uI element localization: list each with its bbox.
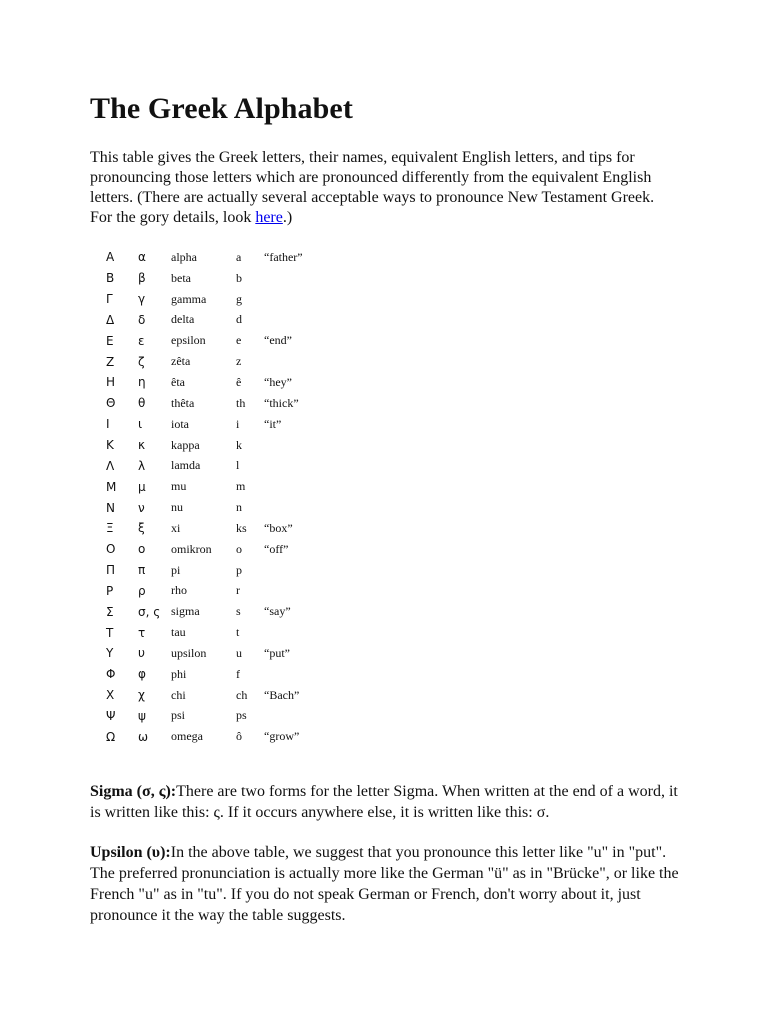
table-row [106, 268, 303, 289]
english-equivalent: m [236, 479, 246, 494]
pronunciation-tip: “thick” [264, 395, 299, 410]
letter-lowercase: ψ [138, 708, 146, 723]
letter-uppercase: Τ [106, 625, 114, 640]
english-equivalent: g [236, 291, 242, 306]
english-equivalent: ps [236, 708, 247, 723]
letter-uppercase: Φ [106, 667, 116, 682]
english-equivalent: ks [236, 520, 247, 535]
english-equivalent: f [236, 666, 240, 681]
table-row [106, 706, 303, 727]
letter-lowercase: χ [138, 688, 145, 703]
letter-lowercase: δ [138, 312, 146, 327]
letter-lowercase: ρ [138, 583, 146, 598]
pronunciation-tip: “box” [264, 520, 293, 535]
english-equivalent: a [236, 249, 242, 264]
english-equivalent: th [236, 395, 246, 410]
pronunciation-tip: “off” [264, 541, 289, 556]
intro-text: This table gives the Greek letters, their names, equivalent English letters, and tips for pronouncing those letters which are pronounced differently from the equivalent English letters. (There are actually several acceptable ways to pronounce New Testament Greek. For the gory details, look [90, 149, 655, 226]
table-row [106, 455, 303, 476]
english-equivalent: u [236, 645, 242, 660]
table-row [106, 351, 303, 372]
english-equivalent: s [236, 604, 241, 619]
letter-name: kappa [171, 437, 200, 452]
table-row [106, 393, 303, 414]
english-equivalent: d [236, 312, 242, 327]
upsilon-note [90, 842, 680, 926]
letter-name: xi [171, 520, 181, 535]
letter-lowercase: ε [138, 333, 145, 348]
letter-uppercase: Ο [106, 542, 116, 557]
letter-uppercase: Ζ [106, 354, 115, 369]
letter-name: upsilon [171, 645, 207, 660]
greek-alphabet-table [106, 247, 303, 747]
letter-lowercase: λ [138, 458, 146, 473]
letter-uppercase: Κ [106, 438, 114, 453]
pronunciation-tip: “hey” [264, 374, 292, 389]
letter-lowercase: υ [138, 646, 145, 661]
letter-lowercase: ο [138, 542, 146, 557]
letter-uppercase: Ν [106, 500, 115, 515]
english-equivalent: p [236, 562, 242, 577]
letter-name: rho [171, 583, 187, 598]
letter-lowercase: η [138, 375, 146, 390]
letter-name: chi [171, 687, 186, 702]
english-equivalent: ô [236, 729, 242, 744]
table-row [106, 476, 303, 497]
letter-uppercase: Ψ [106, 708, 116, 723]
english-equivalent: r [236, 583, 240, 598]
table-row [106, 560, 303, 581]
table-row [106, 664, 303, 685]
pronunciation-tip [264, 455, 303, 476]
sigma-note-text: There are two forms for the letter Sigma. When written at the end of a word, it is written like this: ς. If it occurs anywhere else, it is written like this: σ. [90, 783, 678, 821]
letter-lowercase: ι [138, 417, 143, 432]
sigma-note [90, 781, 680, 823]
page-title: The Greek Alphabet [90, 92, 353, 125]
table-row [106, 685, 303, 706]
english-equivalent: o [236, 541, 242, 556]
letter-lowercase: ν [138, 500, 145, 515]
english-equivalent: ch [236, 687, 248, 702]
letter-lowercase: ζ [138, 354, 145, 369]
table-row [106, 372, 303, 393]
letter-name: zêta [171, 354, 191, 369]
letter-name: omikron [171, 541, 212, 556]
letter-uppercase: Β [106, 271, 115, 286]
letter-name: sigma [171, 604, 200, 619]
intro-paragraph [90, 148, 680, 228]
table-row [106, 643, 303, 664]
pronunciation-tip [264, 560, 303, 581]
letter-lowercase: α [138, 250, 146, 265]
pronunciation-tip: “grow” [264, 729, 300, 744]
table-row [106, 539, 303, 560]
letter-uppercase: Π [106, 563, 116, 578]
pronunciation-tip [264, 289, 303, 310]
letter-uppercase: Θ [106, 396, 116, 411]
letter-lowercase: θ [138, 396, 146, 411]
letter-name: phi [171, 666, 187, 681]
letter-uppercase: Μ [106, 479, 117, 494]
table-row [106, 581, 303, 602]
letter-name: beta [171, 270, 191, 285]
pronunciation-tip: “Bach” [264, 687, 300, 702]
alphabet-table-body [106, 247, 303, 747]
upsilon-note-text: In the above table, we suggest that you pronounce this letter like "u" in "put". The preferred pronunciation is actually more like the German "ü" as in "Brücke", or like the French "u" as in "tu". If you do not speak German or French, don't worry about it, just pronounce it the way the table suggests. [90, 844, 679, 924]
pronunciation-tip [264, 497, 303, 518]
table-row [106, 310, 303, 331]
letter-name: epsilon [171, 333, 206, 348]
letter-lowercase: ξ [138, 521, 145, 536]
english-equivalent: z [236, 354, 242, 369]
pronunciation-tip [264, 581, 303, 602]
english-equivalent: i [236, 416, 240, 431]
letter-uppercase: Δ [106, 312, 115, 327]
letter-name: pi [171, 562, 181, 577]
english-equivalent: e [236, 333, 242, 348]
pronunciation-tip [264, 435, 303, 456]
english-equivalent: ê [236, 374, 242, 389]
letter-uppercase: Ρ [106, 583, 114, 598]
table-row [106, 435, 303, 456]
english-equivalent: b [236, 270, 242, 285]
letter-uppercase: Υ [106, 646, 114, 661]
letter-uppercase: Ξ [106, 521, 114, 536]
letter-name: êta [171, 374, 185, 389]
letter-name: psi [171, 708, 186, 723]
pronunciation-tip [264, 351, 303, 372]
letter-name: delta [171, 312, 195, 327]
letter-lowercase: σ, ς [138, 604, 161, 619]
letter-uppercase: Ω [106, 729, 116, 744]
table-row [106, 289, 303, 310]
letter-name: gamma [171, 291, 207, 306]
letter-name: mu [171, 479, 187, 494]
letter-uppercase: Χ [106, 688, 115, 703]
letter-lowercase: γ [138, 292, 146, 307]
letter-uppercase: Λ [106, 458, 115, 473]
letter-uppercase: Η [106, 375, 116, 390]
table-row [106, 622, 303, 643]
pronunciation-tip: “say” [264, 604, 291, 619]
pronunciation-tip [264, 310, 303, 331]
letter-name: lamda [171, 458, 201, 473]
letter-lowercase: π [138, 563, 146, 578]
english-equivalent: k [236, 437, 242, 452]
pronunciation-tip: “put” [264, 645, 290, 660]
sigma-note-label: Sigma (σ, ς): [90, 783, 177, 800]
letter-name: nu [171, 500, 183, 515]
letter-lowercase: φ [138, 667, 146, 682]
details-link[interactable]: here [255, 209, 283, 226]
english-equivalent: t [236, 625, 240, 640]
english-equivalent: n [236, 500, 242, 515]
letter-name: thêta [171, 395, 195, 410]
letter-name: iota [171, 416, 189, 431]
letter-name: tau [171, 625, 186, 640]
pronunciation-tip: “end” [264, 333, 292, 348]
letter-lowercase: τ [138, 625, 146, 640]
table-row [106, 414, 303, 435]
table-row [106, 497, 303, 518]
pronunciation-tip [264, 476, 303, 497]
letter-name: alpha [171, 249, 197, 264]
english-equivalent: l [236, 458, 240, 473]
letter-lowercase: μ [138, 479, 146, 494]
table-row [106, 518, 303, 539]
upsilon-note-label: Upsilon (υ): [90, 844, 171, 861]
letter-uppercase: Ι [106, 417, 110, 432]
letter-lowercase: β [138, 271, 146, 286]
intro-text-end: .) [282, 209, 293, 226]
letter-lowercase: ω [138, 729, 149, 744]
table-row [106, 247, 303, 268]
letter-uppercase: Α [106, 250, 115, 265]
letter-uppercase: Ε [106, 333, 114, 348]
letter-name: omega [171, 729, 203, 744]
table-row [106, 330, 303, 351]
letter-uppercase: Σ [106, 604, 114, 619]
pronunciation-tip [264, 706, 303, 727]
table-row [106, 726, 303, 747]
pronunciation-tip: “father” [264, 249, 303, 264]
letter-lowercase: κ [138, 438, 146, 453]
pronunciation-tip [264, 622, 303, 643]
pronunciation-tip [264, 664, 303, 685]
letter-uppercase: Γ [106, 292, 113, 307]
pronunciation-tip: “it” [264, 416, 282, 431]
table-row [106, 601, 303, 622]
pronunciation-tip [264, 268, 303, 289]
